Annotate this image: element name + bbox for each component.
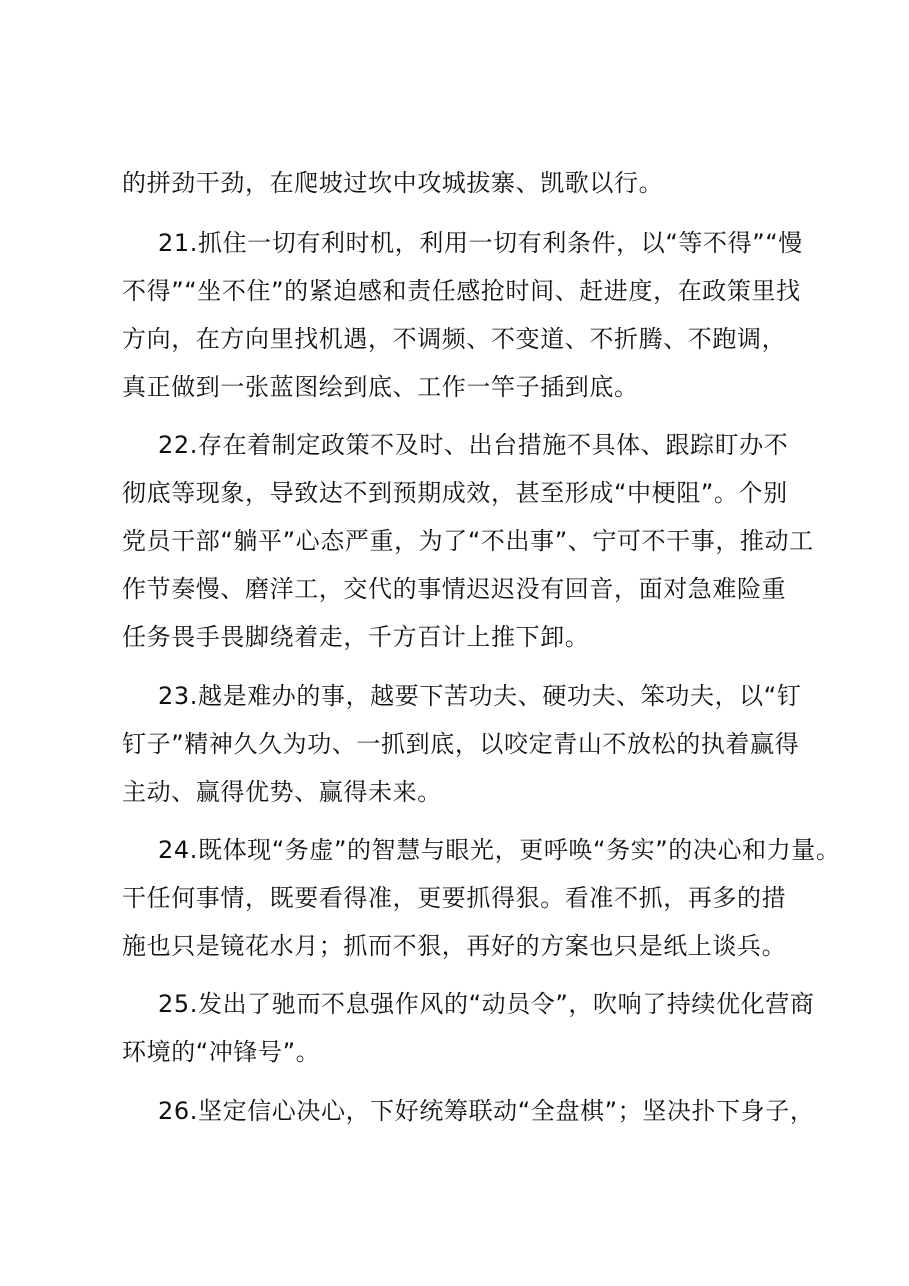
paragraph-23-start: 23.越是难办的事，越要下苦功夫、硬功夫、笨功夫，以“钉 <box>158 682 802 710</box>
text-line: 作节奏慢、磨洋工，交代的事情迟迟没有回音，面对急难险重 <box>122 575 787 603</box>
text-line: 彻底等现象，导致达不到预期成效，甚至形成“中梗阻”。个别 <box>122 479 788 507</box>
text-line: 不得”“坐不住”的紧迫感和责任感抢时间、赶进度，在政策里找 <box>122 277 801 305</box>
text-line: 的拼劲干劲，在爬坡过坎中攻城拔寨、凯歌以行。 <box>122 169 664 197</box>
paragraph-22-start: 22.存在着制定政策不及时、出台措施不具体、跟踪盯办不 <box>158 431 789 459</box>
text-line: 方向，在方向里找机遇，不调频、不变道、不折腾、不跑调， <box>122 325 787 353</box>
paragraph-26-start: 26.坚定信心决心，下好统筹联动“全盘棋”；坚决扑下身子， <box>158 1097 815 1125</box>
text-line: 干任何事情，既要看得准，更要抓得狠。看准不抓，再多的措 <box>122 884 787 912</box>
paragraph-25-start: 25.发出了驰而不息强作风的“动员令”，吹响了持续优化营商 <box>158 990 815 1018</box>
paragraph-24-start: 24.既体现“务虚”的智慧与眼光，更呼唤“务实”的决心和力量。 <box>158 836 841 864</box>
text-line: 环境的“冲锋号”。 <box>122 1038 321 1066</box>
text-line: 党员干部“躺平”心态严重，为了“不出事”、宁可不干事，推动工 <box>122 527 814 555</box>
text-line: 任务畏手畏脚绕着走，千方百计上推下卸。 <box>122 623 590 651</box>
text-line: 钉子”精神久久为功、一抓到底，以咬定青山不放松的执着赢得 <box>122 730 800 758</box>
text-line: 真正做到一张蓝图绘到底、工作一竿子插到底。 <box>122 373 639 401</box>
text-line: 主动、赢得优势、赢得未来。 <box>122 778 442 806</box>
text-line: 施也只是镜花水月；抓而不狠，再好的方案也只是纸上谈兵。 <box>122 932 787 960</box>
paragraph-21-start: 21.抓住一切有利时机，利用一切有利条件，以“等不得”“慢 <box>158 229 803 257</box>
